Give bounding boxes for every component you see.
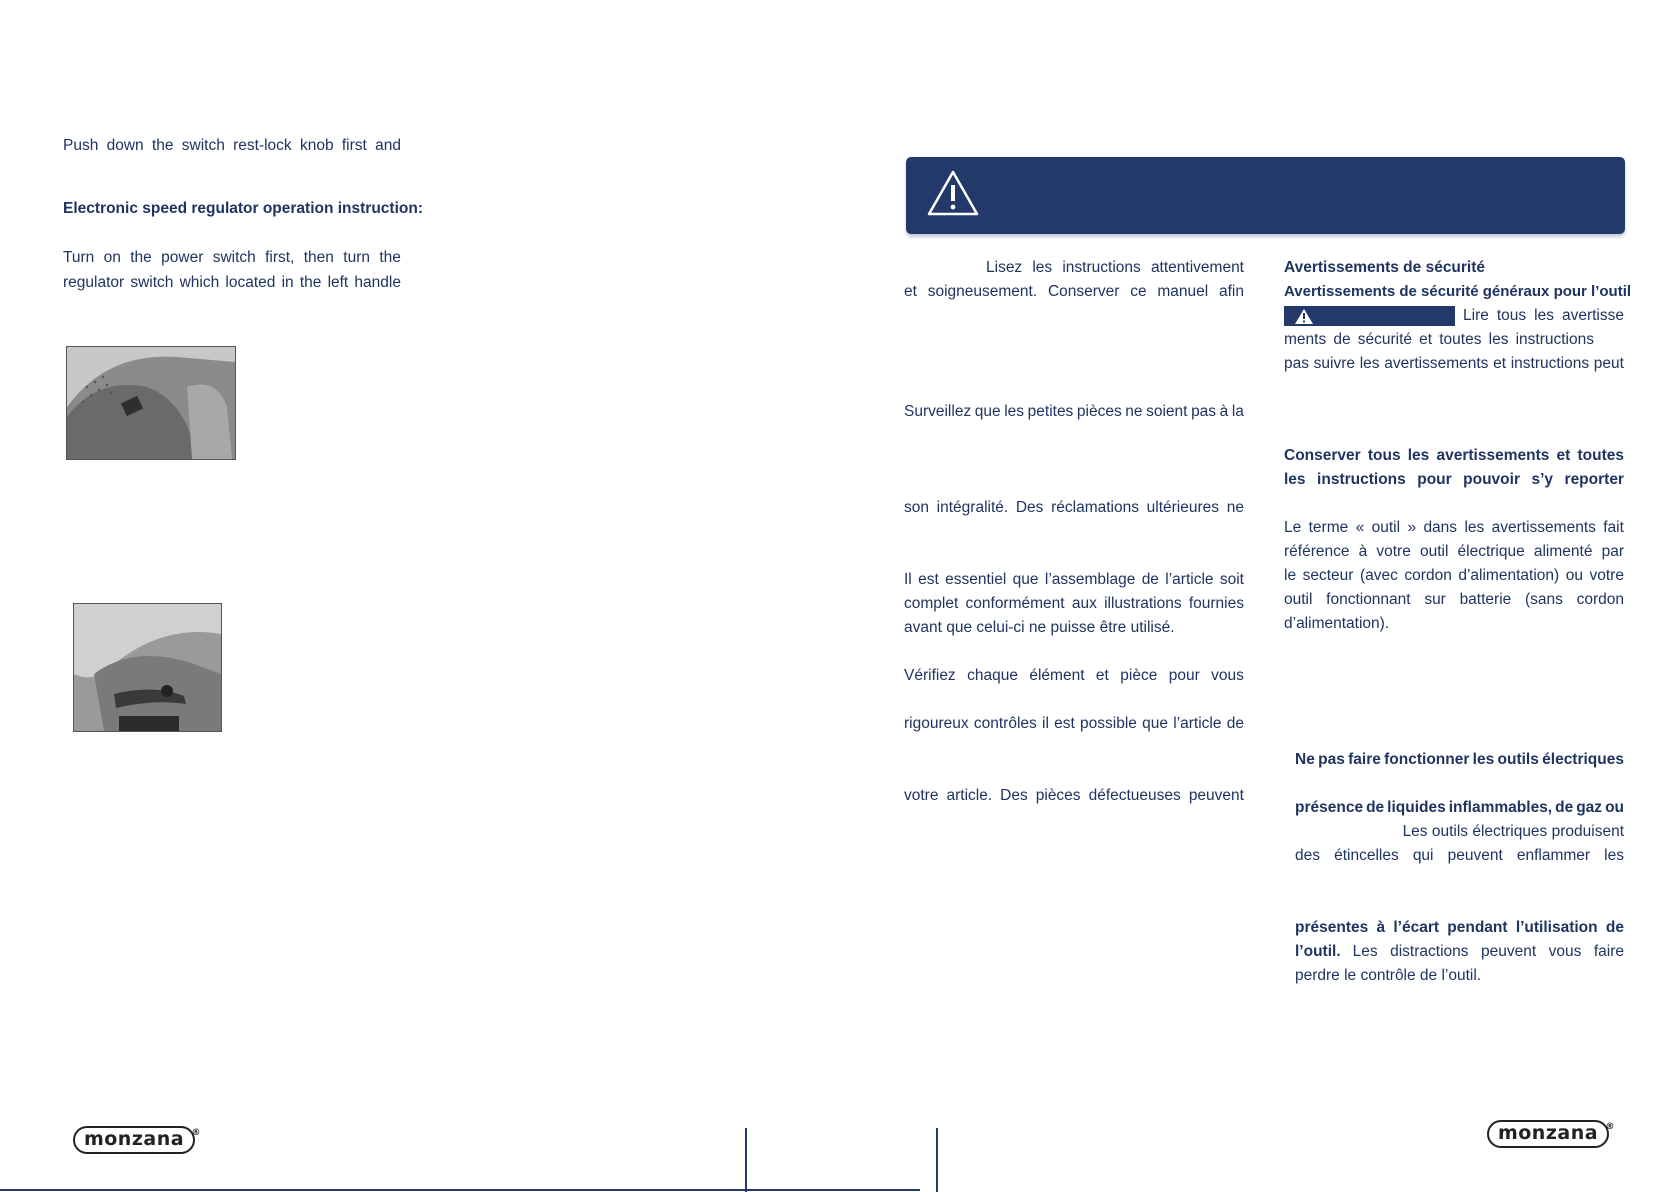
word: sécurité (1357, 331, 1413, 348)
word: which (179, 274, 220, 291)
word: suivre (1313, 355, 1356, 372)
warning-banner (906, 157, 1625, 234)
word: les (1604, 847, 1624, 864)
word: électrique (1457, 543, 1525, 560)
word: pendant (1447, 919, 1508, 936)
word: défectueuses (1088, 787, 1181, 804)
regulator-line-1 (63, 248, 401, 268)
word: votre (1376, 543, 1411, 560)
word: inflammables, (1448, 799, 1553, 816)
word: avertisse (1561, 307, 1624, 324)
word: de (1226, 715, 1244, 732)
mid-line-8 (904, 666, 1244, 686)
word: votre (904, 787, 939, 804)
word: les (1407, 447, 1430, 464)
word: fonctionner (1384, 751, 1470, 768)
word: les (1464, 519, 1485, 536)
word: the (379, 249, 401, 266)
word: pouvoir (1463, 471, 1520, 488)
word: Conserver (1047, 283, 1120, 300)
word: Il (904, 571, 912, 588)
word: l’article (1165, 571, 1214, 588)
regulator-line-2 (63, 273, 401, 293)
word: secteur (1302, 567, 1354, 584)
word: Conserver (1284, 447, 1361, 464)
general-safety-heading: Avertissements de sécurité généraux pour l’outil (1284, 283, 1632, 300)
word: peuvent (1480, 943, 1537, 960)
word: de (1366, 799, 1385, 816)
term-line-5: d’alimentation). (1284, 615, 1390, 632)
word: the (130, 249, 152, 266)
term-line-4 (1284, 590, 1624, 610)
word: rest-lock (233, 137, 292, 154)
word: essentiel (945, 571, 1007, 588)
word: possible (1080, 715, 1137, 732)
word: et (1419, 331, 1433, 348)
word: power (161, 249, 204, 266)
word: gaz (1576, 799, 1603, 816)
word: élément (1029, 667, 1085, 684)
word: pièces (1076, 403, 1122, 420)
word: vous (1211, 667, 1244, 684)
word: Ne (1295, 751, 1315, 768)
word: aux (1071, 595, 1097, 612)
word: les (1534, 307, 1554, 324)
word: and (375, 137, 401, 154)
term-line-1 (1284, 518, 1624, 538)
logo-text-left: monzana (83, 1128, 185, 1150)
word: avertissements (1384, 355, 1489, 372)
word: présence (1295, 799, 1364, 816)
word: turn (343, 249, 370, 266)
registered-mark-left: ® (191, 1128, 201, 1138)
mid-line-3 (904, 402, 1244, 422)
word: fonctionnant (1326, 591, 1411, 608)
word: pour (1168, 667, 1200, 684)
word: located (225, 274, 276, 291)
no-operate-line-3: Les outils électriques produisent (1402, 823, 1624, 840)
word: avertissements (1436, 447, 1550, 464)
word: que (974, 403, 1001, 420)
word: instructions (1510, 355, 1590, 372)
word: pas (1284, 355, 1309, 372)
word: les (1004, 403, 1025, 420)
word: cordon (1576, 591, 1624, 608)
word: est (918, 571, 939, 588)
word: la (1231, 403, 1244, 420)
word: knob (299, 137, 334, 154)
word: ou (1605, 799, 1624, 816)
footer-divider-left (745, 1128, 747, 1192)
word: cordon (1404, 567, 1452, 584)
word: Le (1284, 519, 1302, 536)
word: first, (265, 249, 295, 266)
word: distractions (1390, 943, 1469, 960)
no-operate-line-1 (1295, 750, 1624, 770)
word: étincelles (1334, 847, 1399, 864)
word: « (1355, 519, 1365, 536)
word: down (106, 137, 144, 154)
mid-line-2 (904, 282, 1244, 302)
warning-triangle-icon (1294, 308, 1314, 325)
word: (avec (1359, 567, 1398, 584)
word: de (1141, 571, 1159, 588)
mid-line-7: avant que celui-ci ne puisse être utilisé. (904, 619, 1175, 636)
word: par (1601, 543, 1624, 560)
word: outil (1419, 543, 1449, 560)
mid-line-5 (904, 570, 1244, 590)
word: attentivement (1150, 259, 1244, 276)
word: les (1472, 751, 1495, 768)
switch-knob-photo (66, 346, 236, 460)
word: les (1488, 331, 1509, 348)
word: handle (354, 274, 401, 291)
word: à (1219, 403, 1229, 420)
word: les (1359, 355, 1380, 372)
word: then (303, 249, 334, 266)
word: intégralité. (936, 499, 1009, 516)
word: qui (1412, 847, 1434, 864)
speed-regulator-photo (73, 603, 222, 732)
word: first (341, 137, 367, 154)
word: l’article (1173, 715, 1222, 732)
word: sur (1424, 591, 1446, 608)
word: votre (1589, 567, 1624, 584)
monzana-logo-right (1487, 1120, 1615, 1148)
word: toutes (1439, 331, 1482, 348)
word: reporter (1564, 471, 1624, 488)
word: tous (1367, 447, 1401, 464)
word: s’y (1531, 471, 1554, 488)
word: peuvent (1447, 847, 1503, 864)
word: soient (1146, 403, 1188, 420)
word: Turn (63, 249, 95, 266)
word: conformément (965, 595, 1065, 612)
word: et (904, 283, 917, 300)
word: et (1095, 667, 1109, 684)
right-line-2 (1284, 330, 1594, 350)
term-line-3 (1284, 566, 1624, 586)
word: ments (1284, 331, 1327, 348)
word: Vérifiez (904, 667, 956, 684)
distraction-rest (1353, 942, 1624, 962)
word: est (1054, 715, 1075, 732)
word: il (1042, 715, 1049, 732)
word: outil (1371, 519, 1401, 536)
right-line-3 (1284, 354, 1624, 374)
mini-warning-banner (1284, 306, 1455, 326)
word: contrôles (973, 715, 1037, 732)
mid-line-6 (904, 594, 1244, 614)
switch-instruction-line (63, 136, 401, 156)
mid-line-4 (904, 498, 1244, 518)
warning-triangle-icon (926, 169, 980, 217)
word: ce (1130, 283, 1147, 300)
no-operate-line-2 (1295, 798, 1624, 818)
word: afin (1219, 283, 1244, 300)
word: présentes (1295, 919, 1369, 936)
word: peut (1593, 355, 1624, 372)
word: Surveillez (904, 403, 972, 420)
mid-line-10 (904, 786, 1244, 806)
word: » (1407, 519, 1417, 536)
word: l’écart (1393, 919, 1440, 936)
word: référence (1284, 543, 1350, 560)
word: alimenté (1533, 543, 1593, 560)
word: de (1605, 919, 1624, 936)
word: d’alimentation) (1458, 567, 1560, 584)
word: les (1284, 471, 1306, 488)
word: Des (1000, 787, 1028, 804)
word: Lisez (986, 259, 1023, 276)
word: ultérieures (1146, 499, 1220, 516)
word: the (299, 274, 322, 291)
word: que (1142, 715, 1169, 732)
distraction-bold-word: l’outil. (1295, 943, 1341, 960)
right-line-1 (1463, 306, 1624, 326)
word: soigneusement. (927, 283, 1038, 300)
monzana-logo-left (73, 1126, 201, 1154)
word: faire (1348, 751, 1381, 768)
word: in (281, 274, 294, 291)
word: on (103, 249, 121, 266)
word: terme (1308, 519, 1349, 536)
word: ne (1226, 499, 1244, 516)
word: l’utilisation (1515, 919, 1598, 936)
word: enflammer (1516, 847, 1591, 864)
word: Les (1352, 943, 1378, 960)
word: avertissements (1491, 519, 1596, 536)
word: pas (1318, 751, 1345, 768)
word: complet (904, 595, 959, 612)
word: pièce (1120, 667, 1158, 684)
word: illustrations (1104, 595, 1182, 612)
word: et (1556, 447, 1571, 464)
distraction-line-1 (1295, 918, 1624, 938)
footer-divider-right (936, 1128, 938, 1192)
word: pas (1191, 403, 1217, 420)
word: switch (130, 274, 174, 291)
word: pièces (1035, 787, 1081, 804)
distraction-line-3: perdre le contrôle de l’outil. (1295, 967, 1482, 984)
keep-warnings-line-1 (1284, 446, 1624, 466)
word: fournies (1188, 595, 1244, 612)
safety-heading: Avertissements de sécurité (1284, 259, 1486, 276)
word: des (1295, 847, 1320, 864)
word: vous (1548, 943, 1582, 960)
footer-baseline (0, 1189, 920, 1191)
word: rigoureux (904, 715, 969, 732)
word: pour (1417, 471, 1452, 488)
word: instructions (1062, 259, 1141, 276)
regulator-heading: Electronic speed regulator operation instruction: (63, 200, 423, 217)
word: de (1333, 331, 1351, 348)
word: switch (212, 249, 256, 266)
word: outil (1284, 591, 1313, 608)
word: the (151, 137, 174, 154)
word: Push (63, 137, 99, 154)
word: instructions (1515, 331, 1594, 348)
mid-line-9 (904, 714, 1244, 734)
logo-text-right: monzana (1497, 1122, 1599, 1144)
word: les (1032, 259, 1053, 276)
word: batterie (1459, 591, 1512, 608)
no-operate-line-4 (1295, 846, 1624, 866)
word: article. (946, 787, 993, 804)
word: outils (1497, 751, 1539, 768)
word: tous (1496, 307, 1527, 324)
word: Des (1015, 499, 1044, 516)
registered-mark-right: ® (1605, 1122, 1615, 1132)
word: switch (181, 137, 225, 154)
word: fait (1603, 519, 1624, 536)
word: et (1493, 355, 1507, 372)
word: de (1555, 799, 1574, 816)
word: regulator (63, 274, 125, 291)
word: soit (1219, 571, 1244, 588)
word: l’assemblage (1044, 571, 1136, 588)
word: que (1012, 571, 1039, 588)
word: à (1376, 919, 1386, 936)
word: dans (1423, 519, 1458, 536)
keep-warnings-line-2 (1284, 470, 1624, 490)
word: Lire (1463, 307, 1489, 324)
word: toutes (1577, 447, 1624, 464)
word: ou (1565, 567, 1583, 584)
word: (sans (1524, 591, 1563, 608)
distraction-line-2 (1295, 942, 1624, 962)
word: à (1358, 543, 1368, 560)
word: liquides (1387, 799, 1446, 816)
word: le (1284, 567, 1297, 584)
word: peuvent (1188, 787, 1244, 804)
word: petites (1027, 403, 1074, 420)
word: ne (1125, 403, 1143, 420)
word: chaque (967, 667, 1018, 684)
word: son (904, 499, 929, 516)
word: électriques (1542, 751, 1624, 768)
term-line-2 (1284, 542, 1624, 562)
word: instructions (1317, 471, 1406, 488)
word: left (327, 274, 349, 291)
word: faire (1593, 943, 1624, 960)
word: réclamations (1051, 499, 1139, 516)
mid-line-1 (986, 258, 1244, 278)
word: manuel (1157, 283, 1209, 300)
